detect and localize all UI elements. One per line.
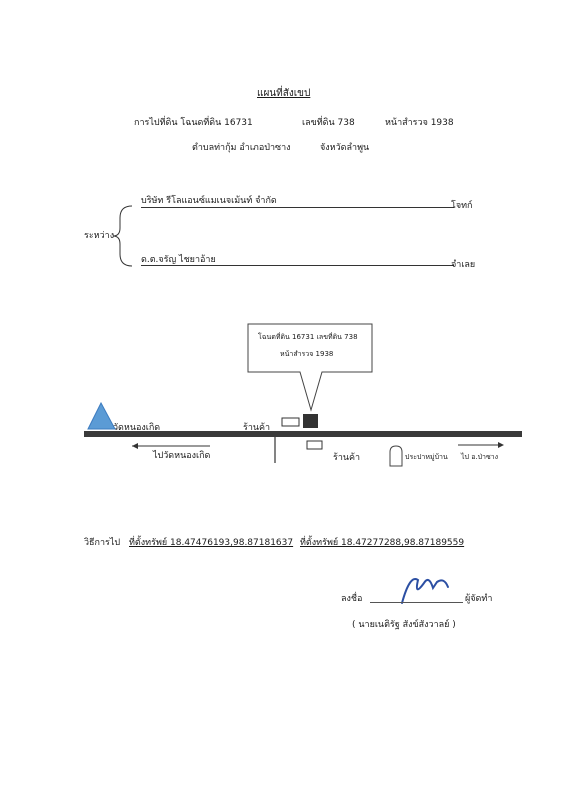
temple-label: วัดหนองเกิด: [113, 423, 161, 433]
subdistrict-district-label: ตำบลท่ากุ้ม อำเภอป่าซาง: [192, 143, 291, 153]
defendant-name: ด.ต.จรัญ ไชยาอ้าย: [141, 255, 216, 265]
signer-name: ( นายเนติรัฐ สังข์สังวาลย์ ): [352, 620, 456, 630]
location-2: ที่ตั้งทรัพย์ 18.47277288,98.87189559: [300, 538, 465, 548]
survey-page-label: หน้าสำรวจ 1938: [385, 118, 454, 128]
land-parcel-marker: [303, 414, 318, 428]
land-title-label: การไปที่ดิน โฉนดที่ดิน 16731: [134, 118, 253, 128]
plaintiff-name: บริษัท รีโลแอนซ์แมเนจเม้นท์ จำกัด: [141, 196, 277, 206]
signature-line: [370, 602, 463, 603]
signature-scribble: [402, 579, 448, 603]
page-title: แผนที่สังเขป: [257, 88, 311, 99]
shop-top-label: ร้านค้า: [243, 423, 271, 433]
shop-top-marker: [282, 418, 299, 426]
between-label: ระหว่าง: [84, 231, 115, 241]
plaintiff-role: โจทก์: [451, 201, 473, 211]
defendant-role: จำเลย: [451, 260, 476, 270]
between-brace: [113, 206, 132, 266]
callout-line2: หน้าสำรวจ 1938: [280, 350, 334, 358]
directions-label: วิธีการไป: [84, 538, 121, 548]
to-district-label: ไป อ.ป่าซาง: [461, 453, 499, 461]
callout-line1: โฉนดที่ดิน 16731 เลขที่ดิน 738: [258, 333, 358, 341]
location-1: ที่ตั้งทรัพย์ 18.47476193,98.87181637: [129, 538, 294, 548]
to-temple-label: ไปวัดหนองเกิด: [153, 451, 211, 461]
to-temple-arrowhead-icon: [132, 443, 138, 449]
to-district-arrowhead-icon: [498, 442, 504, 448]
village-gate-label: ประปาหมู่บ้าน: [405, 453, 448, 461]
signer-role: ผู้จัดทำ: [465, 594, 493, 604]
shop-bottom-label: ร้านค้า: [333, 453, 361, 463]
province-label: จังหวัดลำพูน: [320, 143, 370, 153]
shop-bottom-marker: [307, 441, 322, 449]
village-gate-icon: [390, 446, 402, 466]
sign-label: ลงชื่อ: [341, 594, 363, 604]
temple-triangle-icon: [88, 403, 115, 429]
parcel-number-label: เลขที่ดิน 738: [302, 118, 355, 128]
